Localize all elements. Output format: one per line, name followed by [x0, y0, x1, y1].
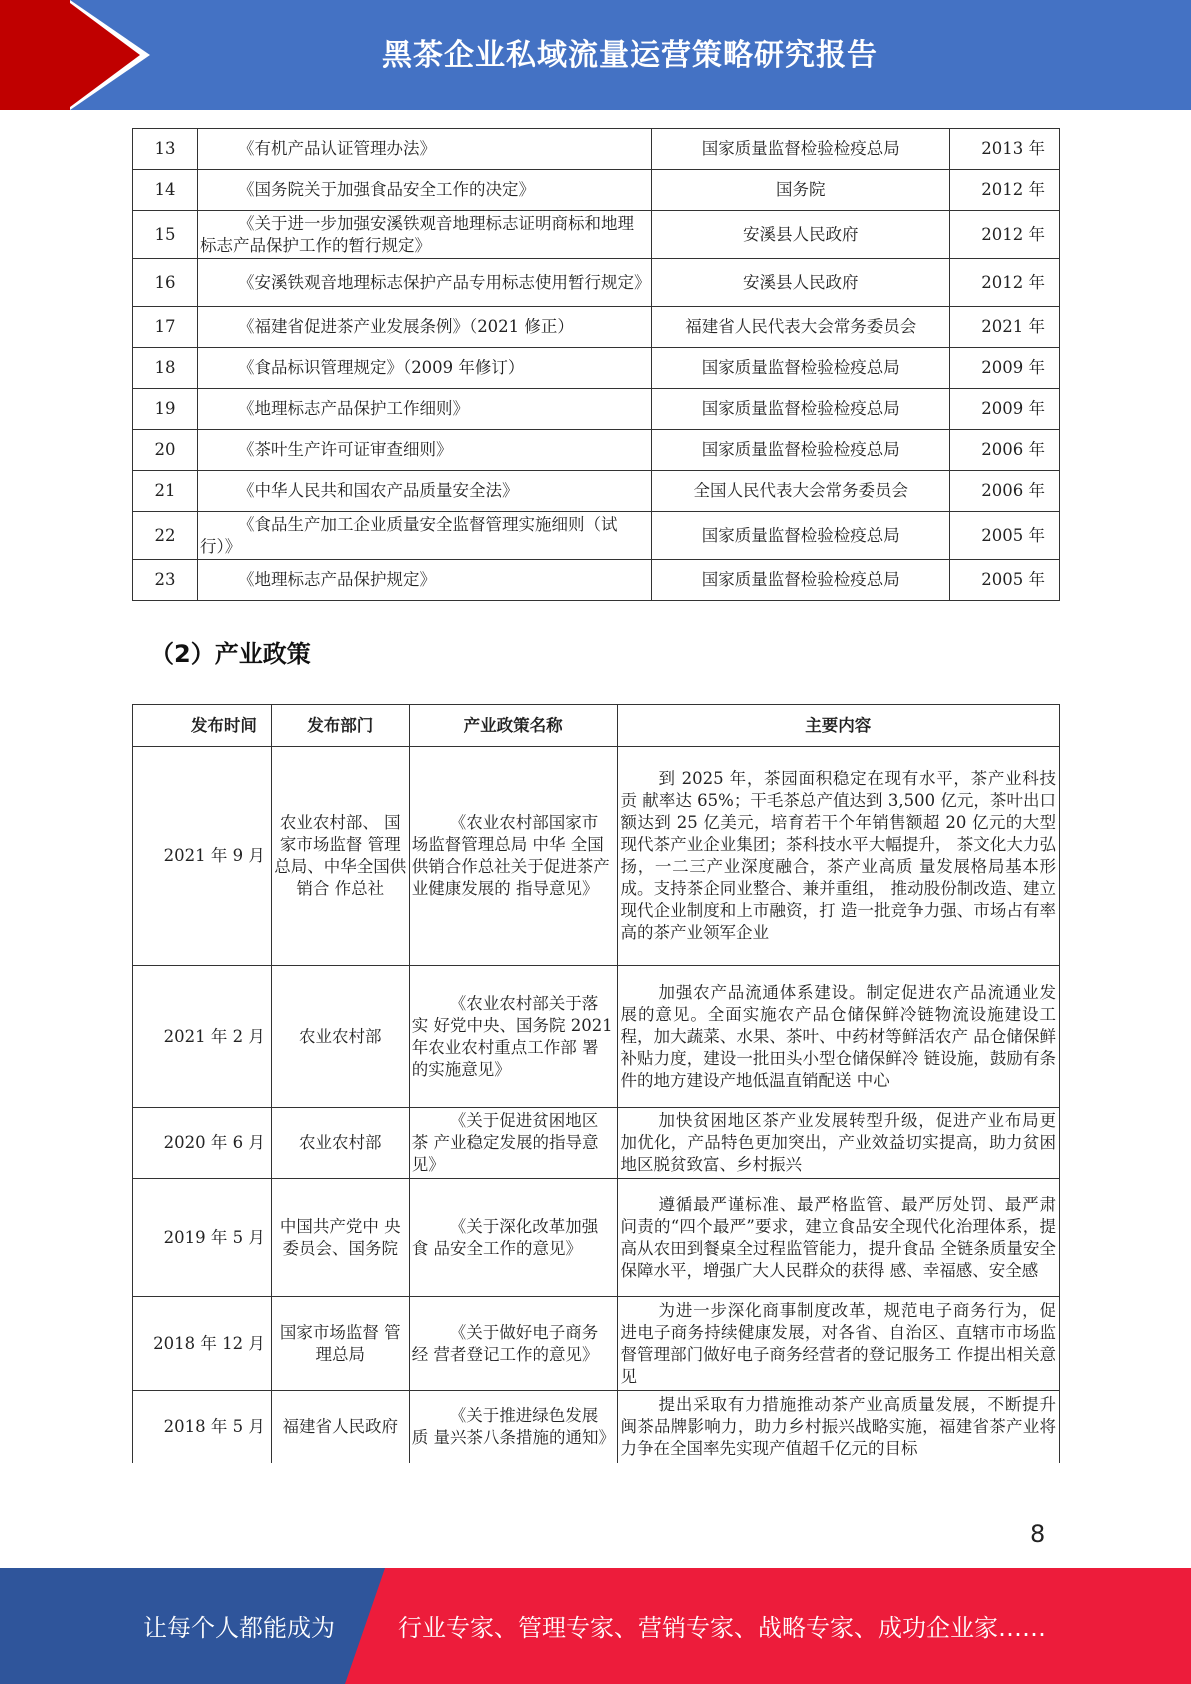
issue-year: 2006 年 — [950, 471, 1060, 512]
table-row — [133, 1391, 1060, 1463]
law-name: 《中华人民共和国农产品质量安全法》 — [197, 471, 651, 512]
issuing-department: 国家质量监督检验检疫总局 — [652, 389, 950, 430]
row-number: 13 — [133, 129, 198, 170]
issue-year: 2013 年 — [950, 129, 1060, 170]
law-name: 《关于进一步加强安溪铁观音地理标志证明商标和地理 标志产品保护工作的暂行规定》 — [197, 211, 651, 259]
publish-department: 农业农村部、 国家市场监督 管理总局、中华全国供销合 作总社 — [271, 747, 409, 966]
table-row — [133, 430, 1060, 471]
issue-year: 2009 年 — [950, 389, 1060, 430]
policy-content: 到 2025 年，茶园面积稳定在现有水平，茶产业科技贡 献率达 65%；干毛茶总产值达到 3,500 亿元，茶叶出口额达到 25 亿美元，培育若干个年销售额超 20 亿元的大型现代茶产业企业集团；茶科技水平大幅提升， 茶文化大力弘扬，一二三产业深度融合，茶产业高质 量发展格局基本形成。支持茶企同业整合、兼并重组， 推动股份制改造、建立现代企业制度和上市融资，打 造一批竞争力强、市场占有率高的茶产业领军企业 — [617, 747, 1060, 966]
publish-department: 福建省人民政府 — [271, 1391, 409, 1463]
issuing-department: 国家质量监督检验检疫总局 — [652, 430, 950, 471]
law-name: 《有机产品认证管理办法》 — [197, 129, 651, 170]
law-name: 《食品生产加工企业质量安全监督管理实施细则（试行）》 — [197, 512, 651, 560]
table-row — [133, 1108, 1060, 1179]
issue-year: 2005 年 — [950, 512, 1060, 560]
issue-year: 2009 年 — [950, 348, 1060, 389]
law-name: 《地理标志产品保护规定》 — [197, 560, 651, 601]
policy-name: 《农业农村部关于落实 好党中央、国务院 2021 年农业农村重点工作部 署的实施意见》 — [409, 966, 617, 1108]
footer-slogan-right: 行业专家、管理专家、营销专家、战略专家、成功企业家…… — [398, 1614, 1046, 1642]
publish-department: 中国共产党中 央委员会、国务院 — [271, 1179, 409, 1297]
policy-table — [132, 704, 1060, 1463]
laws-table — [132, 128, 1060, 601]
policy-name: 《关于深化改革加强食 品安全工作的意见》 — [409, 1179, 617, 1297]
row-number: 17 — [133, 307, 198, 348]
policy-name: 《关于做好电子商务经 营者登记工作的意见》 — [409, 1297, 617, 1391]
header-department: 发布部门 — [271, 705, 409, 747]
header-main-content: 主要内容 — [617, 705, 1060, 747]
table-row — [133, 307, 1060, 348]
policy-name: 《关于推进绿色发展质 量兴茶八条措施的通知》 — [409, 1391, 617, 1463]
table-row — [133, 348, 1060, 389]
issue-year: 2021 年 — [950, 307, 1060, 348]
row-number: 18 — [133, 348, 198, 389]
publish-department: 国家市场监督 管理总局 — [271, 1297, 409, 1391]
header-time: 发布时间 — [133, 705, 272, 747]
issuing-department: 安溪县人民政府 — [652, 211, 950, 259]
issuing-department: 国家质量监督检验检疫总局 — [652, 348, 950, 389]
row-number: 16 — [133, 259, 198, 307]
table-row — [133, 471, 1060, 512]
law-name: 《茶叶生产许可证审查细则》 — [197, 430, 651, 471]
policy-content: 为进一步深化商事制度改革，规范电子商务行为，促 进电子商务持续健康发展，对各省、自治区、直辖市市场监督管理部门做好电子商务经营者的登记服务工 作提出相关意见 — [617, 1297, 1060, 1391]
page-number: 8 — [1030, 1520, 1046, 1548]
policy-content: 遵循最严谨标准、最严格监管、最严厉处罚、最严肃 问责的“四个最严”要求，建立食品安全现代化治理体系，提高从农田到餐桌全过程监管能力，提升食品 全链条质量安全保障水平，增强广大人民群众的获得 感、幸福感、安全感 — [617, 1179, 1060, 1297]
report-title: 黑茶企业私域流量运营策略研究报告 — [382, 38, 878, 73]
issue-year: 2012 年 — [950, 211, 1060, 259]
table-row — [133, 1179, 1060, 1297]
footer-blue-slant — [345, 1568, 385, 1684]
table-row — [133, 259, 1060, 307]
footer-slogan-left: 让每个人都能成为 — [143, 1614, 335, 1642]
issue-year: 2006 年 — [950, 430, 1060, 471]
row-number: 15 — [133, 211, 198, 259]
publish-department: 农业农村部 — [271, 1108, 409, 1179]
issuing-department: 全国人民代表大会常务委员会 — [652, 471, 950, 512]
row-number: 21 — [133, 471, 198, 512]
row-number: 19 — [133, 389, 198, 430]
table-row — [133, 129, 1060, 170]
policy-content: 加强农产品流通体系建设。制定促进农产品流通业发 展的意见。全面实施农产品仓储保鲜冷链物流设施建设工程，加大蔬菜、水果、茶叶、中药材等鲜活农产 品仓储保鲜补贴力度，建设一批田头小型仓储保鲜冷 链设施，鼓励有条件的地方建设产地低温直销配送 中心 — [617, 966, 1060, 1108]
issuing-department: 安溪县人民政府 — [652, 259, 950, 307]
issuing-department: 国家质量监督检验检疫总局 — [652, 560, 950, 601]
law-name: 《福建省促进茶产业发展条例》（2021 修正） — [197, 307, 651, 348]
row-number: 20 — [133, 430, 198, 471]
header-policy-name: 产业政策名称 — [409, 705, 617, 747]
row-number: 23 — [133, 560, 198, 601]
table-header-row — [133, 705, 1060, 747]
table-row — [133, 211, 1060, 259]
issuing-department: 国家质量监督检验检疫总局 — [652, 129, 950, 170]
table-row — [133, 389, 1060, 430]
issuing-department: 国务院 — [652, 170, 950, 211]
row-number: 14 — [133, 170, 198, 211]
table-row — [133, 512, 1060, 560]
issue-year: 2012 年 — [950, 170, 1060, 211]
publish-time: 2018 年 12 月 — [133, 1297, 272, 1391]
table-row — [133, 1297, 1060, 1391]
header-red-block — [0, 0, 70, 110]
issuing-department: 国家质量监督检验检疫总局 — [652, 512, 950, 560]
publish-department: 农业农村部 — [271, 966, 409, 1108]
publish-time: 2021 年 2 月 — [133, 966, 272, 1108]
law-name: 《国务院关于加强食品安全工作的决定》 — [197, 170, 651, 211]
row-number: 22 — [133, 512, 198, 560]
table-row — [133, 560, 1060, 601]
issue-year: 2012 年 — [950, 259, 1060, 307]
table-row — [133, 966, 1060, 1108]
table-row — [133, 170, 1060, 211]
law-name: 《食品标识管理规定》（2009 年修订） — [197, 348, 651, 389]
policy-name: 《关于促进贫困地区茶 产业稳定发展的指导意 见》 — [409, 1108, 617, 1179]
policy-content: 提出采取有力措施推动茶产业高质量发展，不断提升 闽茶品牌影响力，助力乡村振兴战略实施，福建省茶产业将力争在全国率先实现产值超千亿元的目标 — [617, 1391, 1060, 1463]
header-red-chevron — [66, 0, 140, 110]
issuing-department: 福建省人民代表大会常务委员会 — [652, 307, 950, 348]
publish-time: 2018 年 5 月 — [133, 1391, 272, 1463]
law-name: 《安溪铁观音地理标志保护产品专用标志使用暂行规定》 — [197, 259, 651, 307]
policy-content: 加快贫困地区茶产业发展转型升级，促进产业布局更 加优化，产品特色更加突出，产业效益切实提高，助力贫困地区脱贫致富、乡村振兴 — [617, 1108, 1060, 1179]
publish-time: 2020 年 6 月 — [133, 1108, 272, 1179]
publish-time: 2019 年 5 月 — [133, 1179, 272, 1297]
section-heading: （2）产业政策 — [150, 640, 311, 668]
law-name: 《地理标志产品保护工作细则》 — [197, 389, 651, 430]
policy-name: 《农业农村部国家市场监督管理总局 中华 全国供销合作总社关于促进茶产业健康发展的 指导意见》 — [409, 747, 617, 966]
page-footer — [0, 1568, 1191, 1684]
publish-time: 2021 年 9 月 — [133, 747, 272, 966]
issue-year: 2005 年 — [950, 560, 1060, 601]
page-header — [0, 0, 1191, 110]
table-row — [133, 747, 1060, 966]
